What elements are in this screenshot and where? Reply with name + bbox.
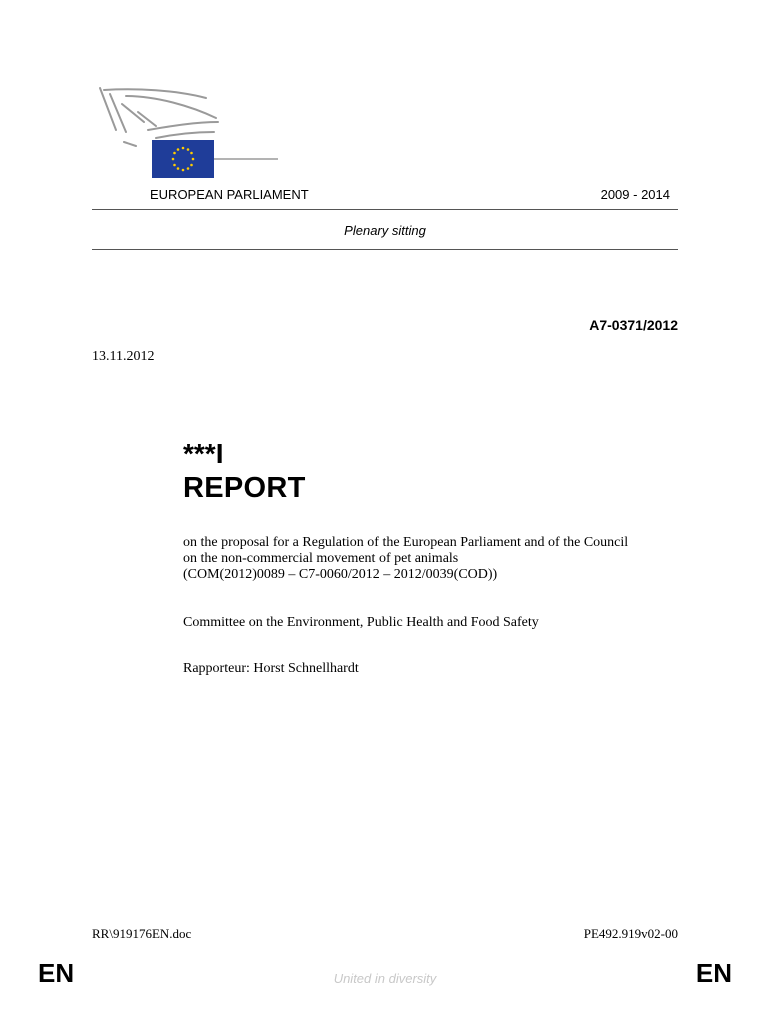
header-divider-top — [92, 209, 678, 210]
language-code-right: EN — [695, 958, 732, 988]
language-code-left: EN — [38, 958, 75, 988]
description-line: on the proposal for a Regulation of the European Parliament and of the Council — [183, 535, 629, 550]
committee-name: Committee on the Environment, Public Health and Food Safety — [183, 615, 539, 630]
header-divider-bottom — [92, 249, 678, 250]
parliamentary-term: 2009 - 2014 — [600, 187, 670, 202]
institution-name: EUROPEAN PARLIAMENT — [150, 187, 309, 202]
european-parliament-logo — [96, 82, 286, 182]
description-line: (COM(2012)0089 – C7-0060/2012 – 2012/0039(COD)) — [183, 567, 498, 582]
document-date: 13.11.2012 — [92, 349, 155, 364]
description-line: on the non-commercial movement of pet animals — [183, 551, 459, 566]
rapporteur: Rapporteur: Horst Schnellhardt — [183, 661, 359, 676]
report-description — [183, 535, 683, 583]
motto: United in diversity — [333, 971, 437, 986]
pe-number: PE492.919v02-00 — [583, 926, 678, 941]
report-title: REPORT — [183, 472, 306, 504]
procedure-stars: ***I — [183, 438, 224, 469]
file-name: RR\919176EN.doc — [92, 926, 192, 941]
sitting-type: Plenary sitting — [344, 223, 426, 238]
eu-flag-icon — [152, 140, 214, 178]
document-reference: A7-0371/2012 — [589, 317, 678, 333]
